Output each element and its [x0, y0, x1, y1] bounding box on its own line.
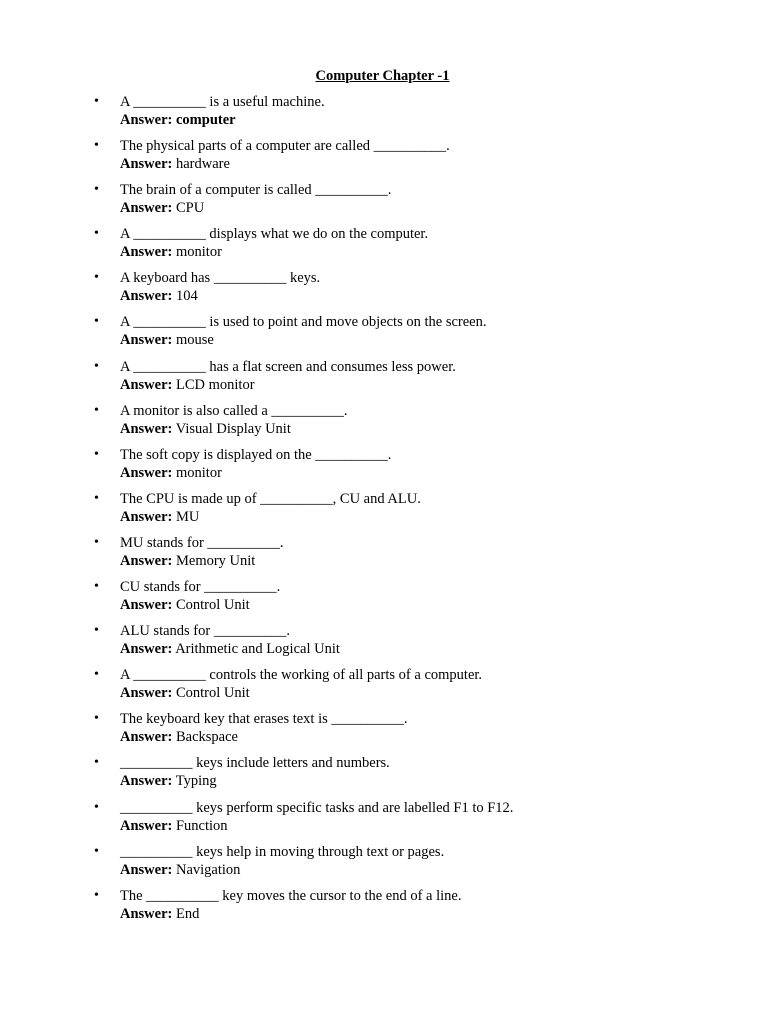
- question-item: [0, 313, 768, 357]
- bullet-icon: •: [94, 579, 99, 595]
- bullet-icon: •: [94, 358, 99, 374]
- answer-line: [120, 905, 199, 923]
- answer-label: Answer:: [120, 685, 173, 702]
- answer-line: [120, 772, 217, 790]
- bullet-icon: •: [94, 534, 99, 550]
- answer-label: Answer:: [120, 420, 173, 437]
- bullet-icon: •: [94, 843, 99, 859]
- answer-label: Answer:: [120, 112, 173, 128]
- question-text: A __________ is a useful machine.: [120, 94, 325, 110]
- answer-value: MU: [175, 508, 200, 525]
- question-item: [0, 358, 768, 402]
- answer-label: Answer:: [120, 729, 173, 746]
- answer-line: [120, 199, 204, 217]
- bullet-icon: •: [94, 226, 99, 242]
- answer-label: Answer:: [120, 156, 173, 173]
- answer-line: [120, 464, 222, 482]
- question-text: A __________ controls the working of all parts of a computer.: [120, 667, 483, 684]
- answer-line: [120, 420, 291, 438]
- answer-value: monitor: [175, 464, 222, 481]
- answer-value: Arithmetic and Logical Unit: [175, 641, 340, 658]
- answer-value: Backspace: [175, 729, 238, 746]
- answer-label: Answer:: [120, 244, 173, 261]
- answer-label: Answer:: [120, 861, 173, 878]
- answer-value: Navigation: [175, 861, 241, 878]
- answer-value: CPU: [175, 200, 205, 217]
- question-item: [0, 754, 768, 798]
- question-text: __________ keys perform specific tasks and are labelled F1 to F12.: [120, 799, 514, 816]
- answer-label: Answer:: [120, 905, 173, 922]
- question-text: A keyboard has __________ keys.: [120, 270, 321, 287]
- question-list: [0, 93, 768, 931]
- question-item: [0, 534, 768, 578]
- page-title: Computer Chapter -1: [315, 68, 450, 84]
- answer-line: [120, 111, 236, 129]
- answer-value: Control Unit: [175, 685, 250, 702]
- question-text: A __________ is used to point and move objects on the screen.: [120, 314, 487, 331]
- question-item: [0, 666, 768, 710]
- answer-line: [120, 684, 250, 702]
- question-text: A __________ displays what we do on the computer.: [120, 226, 429, 243]
- question-item: [0, 578, 768, 622]
- question-text: MU stands for __________.: [120, 534, 284, 551]
- bullet-icon: •: [94, 799, 99, 815]
- bullet-icon: •: [94, 755, 99, 771]
- question-text: CU stands for __________.: [120, 579, 281, 596]
- answer-value: Visual Display Unit: [175, 420, 291, 437]
- question-text: The keyboard key that erases text is __________.: [120, 711, 408, 728]
- question-item: [0, 710, 768, 754]
- answer-value: Function: [175, 817, 228, 834]
- answer-value: 104: [175, 288, 198, 305]
- question-item: [0, 93, 768, 137]
- answer-value: Control Unit: [175, 597, 250, 614]
- answer-value: monitor: [175, 244, 222, 261]
- answer-line: [120, 596, 250, 614]
- question-text: A __________ has a flat screen and consumes less power.: [120, 358, 456, 375]
- question-text: The physical parts of a computer are called __________.: [120, 138, 450, 155]
- question-text: The soft copy is displayed on the __________.: [120, 446, 392, 463]
- bullet-icon: •: [94, 138, 99, 154]
- question-text: The CPU is made up of __________, CU and ALU.: [120, 490, 421, 507]
- question-text: __________ keys include letters and numbers.: [120, 755, 390, 772]
- question-item: [0, 269, 768, 313]
- answer-line: [120, 243, 222, 261]
- answer-label: Answer:: [120, 464, 173, 481]
- bullet-icon: •: [94, 402, 99, 418]
- question-text: The __________ key moves the cursor to the end of a line.: [120, 887, 462, 904]
- answer-label: Answer:: [120, 597, 173, 614]
- question-item: [0, 446, 768, 490]
- bullet-icon: •: [94, 490, 99, 506]
- answer-value: Memory Unit: [175, 552, 256, 569]
- question-text: The brain of a computer is called __________.: [120, 182, 392, 199]
- question-item: [0, 225, 768, 269]
- bullet-icon: •: [94, 446, 99, 462]
- question-text: A monitor is also called a __________.: [120, 402, 348, 419]
- answer-line: [120, 861, 240, 879]
- answer-line: [120, 817, 228, 835]
- question-item: [0, 402, 768, 446]
- question-item: [0, 887, 768, 931]
- answer-label: Answer:: [120, 508, 173, 525]
- answer-value: Typing: [175, 773, 217, 790]
- answer-label: Answer:: [120, 332, 173, 349]
- answer-line: [120, 508, 199, 526]
- answer-line: [120, 155, 230, 173]
- bullet-icon: •: [94, 623, 99, 639]
- question-item: [0, 843, 768, 887]
- answer-line: [120, 287, 198, 305]
- answer-value: mouse: [175, 332, 214, 349]
- bullet-icon: •: [94, 711, 99, 727]
- answer-value: End: [175, 905, 200, 922]
- answer-label: Answer:: [120, 773, 173, 790]
- answer-label: Answer:: [120, 376, 173, 393]
- question-item: [0, 490, 768, 534]
- question-text: __________ keys help in moving through text or pages.: [120, 843, 445, 860]
- question-item: [0, 799, 768, 843]
- answer-line: [120, 728, 238, 746]
- answer-line: [120, 376, 255, 394]
- answer-value: computer: [175, 112, 236, 128]
- bullet-icon: •: [94, 314, 99, 330]
- bullet-icon: •: [94, 667, 99, 683]
- bullet-icon: •: [94, 270, 99, 286]
- answer-value: hardware: [175, 156, 230, 173]
- answer-line: [120, 552, 255, 570]
- answer-label: Answer:: [120, 288, 173, 305]
- bullet-icon: •: [94, 182, 99, 198]
- answer-line: [120, 640, 340, 658]
- question-item: [0, 181, 768, 225]
- question-item: [0, 137, 768, 181]
- answer-label: Answer:: [120, 817, 173, 834]
- bullet-icon: •: [94, 887, 99, 903]
- question-item: [0, 622, 768, 666]
- answer-line: [120, 331, 214, 349]
- answer-value: LCD monitor: [175, 376, 255, 393]
- answer-label: Answer:: [120, 641, 173, 658]
- question-text: ALU stands for __________.: [120, 623, 290, 640]
- answer-label: Answer:: [120, 200, 173, 217]
- bullet-icon: •: [94, 94, 99, 109]
- answer-label: Answer:: [120, 552, 173, 569]
